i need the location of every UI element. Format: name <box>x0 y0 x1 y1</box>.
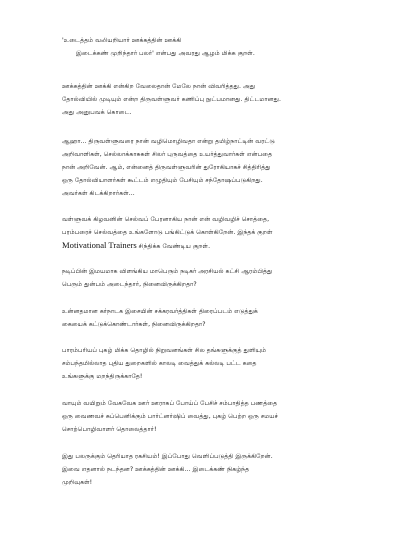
paragraph <box>62 265 364 291</box>
text-line: இவை எதனால் நடந்தன? ஊக்கத்தின் ஊக்கி... இடைக்கண் நிகழ்ந்த <box>62 466 250 473</box>
paragraph <box>62 450 364 489</box>
text-line: ஆஹா... திருவள்ளுவரை நான் வழிமொழிவதா என்று தமிழ்நாட்டின் வரட்டு <box>62 138 275 145</box>
text-line: வள்ளுவக் கிழவனின் செல்வப் பேரனாகிய நான் என் வழிவழிச் சொத்தை, <box>62 216 270 223</box>
text-line: சொற்பொழிவாளர் தொலைத்தார்! <box>62 426 157 433</box>
text-line: முறிவுகள்! <box>62 479 93 486</box>
text-line: அவர்கள் கிடக்கிறார்கள்... <box>62 190 135 197</box>
text-line: பரம்பரைச் செல்வத்தை உங்களோடு பங்கிட்டுக் கொள்கிறேன். இந்தக் குறள் <box>62 229 273 236</box>
paragraph <box>62 80 364 119</box>
text-line: பாரம்பரியப் புகழ் மிக்க தொழில் நிறுவனங்கள் சில தங்களுக்குத் துளியும் <box>62 347 267 354</box>
text-line: வாயும் வயிறும் வேகவேக ஊர் ஊராகப் போய்ப் பேசிச் சம்பாதித்த பணத்தை <box>62 400 278 407</box>
text-line: இது பலருக்கும் தெரியாத ரகசியம்! இப்போது வெளிப்படுத்தி இருக்கிறேன். <box>62 453 273 460</box>
latin-phrase: Motivational Trainers <box>62 240 137 250</box>
quote-block <box>62 34 364 60</box>
text-line: சம்பந்தமில்லாத புதிய துறைகளில் காலடி வைத்துக் கல்லடி பட்ட கதை <box>62 360 257 367</box>
text-line: அறிவாளிகள், செல்லாக்காசுகள் சிலர் புருவத்தை உயர்த்துவார்கள் என்பதை <box>62 151 273 158</box>
quote-line: இடைக்கண் முறிந்தார் பலர்' என்பது அவரது ஆழம் மிக்க குறள். <box>76 50 255 57</box>
paragraph <box>62 305 364 331</box>
text-line: உன்னதமான கர்நாடக இசையின் சக்கரவர்த்திகள் திரைப்படம் எடுத்துக் <box>62 308 258 315</box>
text-line: ஊக்கத்தின் ஊக்கி என்கிற வேலைதான் மேலே நான் விவரித்தது. அது <box>62 83 256 90</box>
text-line: உங்களுக்கு மறந்திருக்காதே! <box>62 373 143 380</box>
text-line: கையைக் கட்டுக்கொண்டார்கள், நினைவிருக்கிறதா? <box>62 321 206 328</box>
paragraph <box>62 344 364 383</box>
text-line: பெரும் துன்பம் அடைந்தார், நினைவிருக்கிறதா? <box>62 281 197 288</box>
text-fragment: சிந்திக்க வேண்டிய குறள். <box>136 243 211 250</box>
text-line: ஒரு வைணவச் சுப்பெனிக்கும் பார்ட்னர்ஷிப் வைத்து, புகழ் பெற்ற ஒரு சமயச் <box>62 413 279 420</box>
paragraph <box>62 213 364 253</box>
paragraph <box>62 397 364 436</box>
quote-line: 'உடைத்தம் வலியறியார் ஊக்கத்தின் ஊக்கி <box>62 37 182 44</box>
text-line <box>62 239 364 253</box>
text-line: நான் அறிவேன். ஆம், என்னைத் திருவள்ளுவரின் துரோகியாகச் சித்திரித்து <box>62 164 271 171</box>
text-line: ஒரு தோல்வியாளர்கள் கூட்டம் எழுதியும் பேசியும் சந்தோஷப்படுகிறது. <box>62 177 263 184</box>
text-line: நடிப்பின் இமயமாக விளங்கிய மாபெரும் நடிகர் அரசியல் கட்சி ஆரம்பித்து <box>62 268 273 275</box>
paragraph <box>62 135 364 200</box>
text-line: அது அனுபவக் கொடை. <box>62 109 132 116</box>
text-line: தோல்வியில் முடியும் என்ற திருவள்ளுவர் கணிப்பு நுட்பமானது. திட்டமானது. <box>62 96 281 103</box>
